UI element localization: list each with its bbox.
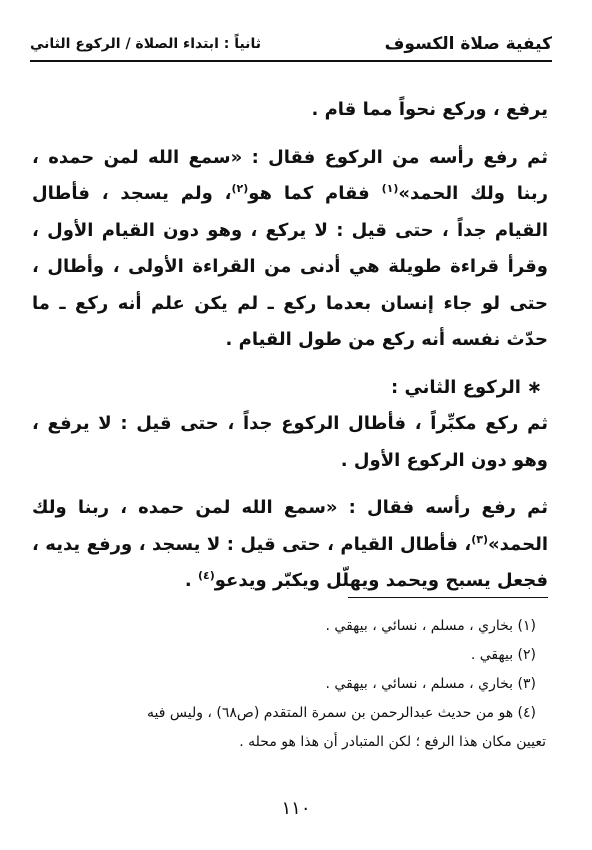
footnote-3: (٣) بخاري ، مسلم ، نسائي ، بيهقي . xyxy=(325,676,536,692)
paragraph-2-text-c: ، ولم يسجد ، فأطال القيام جداً ، حتى قيل : لا يركع ، وهو دون القيام الأول ، وقرأ قراءة طويلة هي أدنى من القراءة الأولى ، وأطال ، حتى لو جاء إنسان بعدما ركع ـ لم يكن علم أنه ركع ـ ما حدّث نفسه أنه ركع من طول القيام . xyxy=(32,183,548,350)
paragraph-4-text-c: . xyxy=(184,570,198,591)
paragraph-4 xyxy=(32,490,548,600)
footnote-ref-2: (٢) xyxy=(231,182,249,195)
footnote-4: (٤) هو من حديث عبدالرحمن بن سمرة المتقدم (ص٦٨) ، وليس فيه xyxy=(147,705,536,721)
footnotes xyxy=(36,612,546,757)
footnote-ref-3: (٣) xyxy=(471,532,488,546)
footnote-2: (٢) بيهقي . xyxy=(470,647,536,663)
header-rule xyxy=(30,60,552,62)
section-heading-text: الركوع الثاني : xyxy=(390,376,521,398)
paragraph-2-text-b: فقام كما هو xyxy=(248,183,382,204)
paragraph-4-text-b: ، فأطال القيام ، حتى قيل : لا يسجد ، ورفع يديه ، فجعل يسبح ويحمد ويهلّل ويكبّر ويدعو xyxy=(32,533,548,591)
star-icon: ∗ xyxy=(526,376,542,398)
footnote-ref-1: (١) xyxy=(381,182,399,195)
running-header xyxy=(30,34,552,58)
footnote-4-continued: تعيين مكان هذا الرفع ؛ لكن المتبادر أن هذا هو محله . xyxy=(239,734,546,750)
paragraph-4-text-a: ثم رفع رأسه فقال : «سمع الله لمن حمده ، ربنا ولك الحمد» xyxy=(32,497,548,555)
footnote-1: (١) بخاري ، مسلم ، نسائي ، بيهقي . xyxy=(325,618,536,634)
footnote-separator xyxy=(348,597,548,598)
paragraph-3: ثم ركع مكبِّراً ، فأطال الركوع جداً ، حتى قيل : لا يرفع ، وهو دون الركوع الأول . xyxy=(32,413,548,471)
main-text xyxy=(32,92,548,611)
book-title: كيفية صلاة الكسوف xyxy=(384,34,552,54)
section-heading xyxy=(32,370,548,407)
paragraph-1: يرفع ، وركع نحواً مما قام . xyxy=(311,99,548,120)
section-title: ثانياً : ابتداء الصلاة / الركوع الثاني xyxy=(30,36,261,52)
paragraph-2-text-a: ثم رفع رأسه من الركوع فقال : «سمع الله لمن حمده ، ربنا ولك الحمد» xyxy=(32,146,548,204)
paragraph-2 xyxy=(32,140,548,359)
page-number: ١١٠ xyxy=(281,798,311,819)
footnote-ref-4: (٤) xyxy=(197,569,215,582)
